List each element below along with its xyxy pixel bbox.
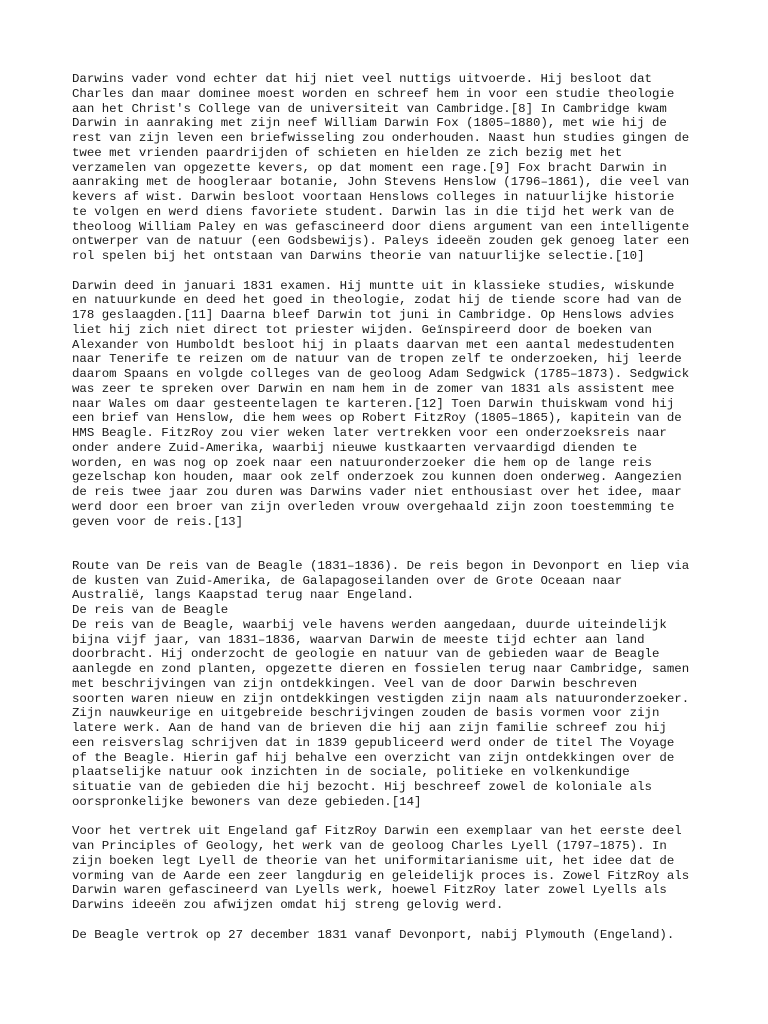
section-heading: De reis van de Beagle	[72, 603, 229, 617]
document-page	[72, 72, 712, 942]
text-line: verzamelen van opgezette kevers, op dat moment een rage.[9] Fox bracht Darwin in	[72, 160, 667, 175]
text-line: te volgen en werd diens favoriete student. Darwin las in die tijd het werk van de	[72, 204, 675, 219]
text-line: onder andere Zuid-Amerika, waarbij nieuwe kustkaarten vervaardigd dienden te	[72, 440, 638, 455]
text-line: Darwins ideeën zou afwijzen omdat hij streng gelovig werd.	[72, 898, 504, 912]
text-line: met beschrijvingen van zijn ontdekkingen. Veel van de door Darwin beschreven	[72, 676, 638, 691]
text-line: aan het Christ's College van de universiteit van Cambridge.[8] In Cambridge kwam	[72, 101, 667, 116]
text-line: en natuurkunde en deed het goed in theologie, zodat hij de tiende score had van de	[72, 293, 682, 308]
section-spacer	[72, 529, 712, 559]
text-line: naar Tenerife te reizen om de natuur van de tropen zelf te onderzoeken, hij leerde	[72, 352, 682, 367]
text-line: Voor het vertrek uit Engeland gaf FitzRoy Darwin een exemplaar van het eerste deel	[72, 824, 682, 839]
text-line: rest van zijn leven een briefwisseling zou onderhouden. Naast hun studies gingen de	[72, 131, 690, 145]
text-line: een reisverslag schrijven dat in 1839 gepubliceerd werd onder de titel The Voyage	[72, 735, 675, 750]
paragraph-exam-beagle-offer	[72, 279, 712, 530]
text-line: situatie van de gebieden die hij bezocht. Hij beschreef zowel de koloniale als	[72, 780, 652, 794]
text-line: Australië, langs Kaapstad terug naar Engeland.	[72, 588, 415, 603]
text-line: De Beagle vertrok op 27 december 1831 vanaf Devonport, nabij Plymouth (Engeland).	[72, 927, 675, 942]
text-line: aanraking met de hoogleraar botanie, John Stevens Henslow (1796–1861), die veel van	[72, 175, 690, 190]
text-line: Darwins vader vond echter dat hij niet veel nuttigs uitvoerde. Hij besloot dat	[72, 72, 652, 86]
text-line: kevers af wist. Darwin besloot voortaan Henslows colleges in natuurlijke historie	[72, 190, 675, 204]
text-line: theoloog William Paley en was gefascineerd door diens argument van een intelligente	[72, 219, 690, 234]
text-line: Charles dan maar dominee moest worden en schreef hem in voor een studie theologie	[72, 86, 675, 101]
text-line: ontwerper van de natuur (een Godsbewijs). Paleys ideeën zouden gek genoeg later een	[72, 234, 690, 249]
text-line: 178 geslaagden.[11] Daarna bleef Darwin tot juni in Cambridge. Op Henslows advies	[72, 308, 675, 322]
text-line: Darwin deed in januari 1831 examen. Hij muntte uit in klassieke studies, wiskunde	[72, 278, 675, 293]
text-line: oorspronkelijke bewoners van deze gebieden.[14]	[72, 794, 422, 809]
text-line: plaatselijke natuur ook inzichten in de sociale, politieke en volkenkundige	[72, 765, 630, 780]
text-line: Darwin in aanraking met zijn neef William Darwin Fox (1805–1880), met wie hij de	[72, 116, 667, 131]
text-line: worden, en was nog op zoek naar een natuuronderzoeker die hem op de lange reis	[72, 455, 652, 470]
paragraph-spacer	[72, 264, 712, 279]
text-line: liet hij zich niet direct tot priester wijden. Geïnspireerd door de boeken van	[72, 322, 652, 337]
text-line: soorten waren nieuw en zijn ontdekkingen vestigden zijn naam als natuuronderzoeker.	[72, 691, 690, 706]
text-line: de reis twee jaar zou duren was Darwins vader niet enthousiast over het idee, maar	[72, 485, 682, 499]
text-line: gezelschap kon houden, maar ook zelf onderzoek zou kunnen doen onderweg. Aangezien	[72, 470, 682, 485]
text-line: HMS Beagle. FitzRoy zou vier weken later vertrekken voor een onderzoeksreis naar	[72, 426, 667, 440]
text-line: werd door een broer van zijn overleden vrouw overgehaald zijn zoon toestemming te	[72, 499, 675, 514]
text-line: aanlegde en zond planten, opgezette dieren en fossielen terug naar Cambridge, samen	[72, 662, 690, 676]
text-line: bijna vijf jaar, van 1831–1836, waarvan Darwin de meeste tijd echter aan land	[72, 632, 645, 647]
text-line: De reis van de Beagle, waarbij vele havens werden aangedaan, duurde uiteindelijk	[72, 617, 667, 632]
paragraph-voyage-of-beagle	[72, 559, 712, 810]
text-line: rol spelen bij het ontstaan van Darwins theorie van natuurlijke selectie.[10]	[72, 249, 645, 263]
text-line: de kusten van Zuid-Amerika, de Galapagoseilanden over de Grote Oceaan naar	[72, 573, 623, 588]
text-line: Alexander von Humboldt besloot hij in plaats daarvan met een aantal medestudenten	[72, 337, 675, 352]
paragraph-lyell-principles	[72, 824, 712, 913]
text-line: latere werk. Aan de hand van de brieven die hij aan zijn familie schreef zou hij	[72, 721, 667, 735]
text-line: van Principles of Geology, het werk van de geoloog Charles Lyell (1797–1875). In	[72, 839, 667, 853]
text-line: twee met vrienden paardrijden of schieten en hielden ze zich bezig met het	[72, 145, 623, 160]
text-line: was zeer te spreken over Darwin en nam hem in de zomer van 1831 als assistent mee	[72, 381, 675, 396]
text-line: doorbracht. Hij onderzocht de geologie en natuur van de gebieden waar de Beagle	[72, 647, 660, 662]
text-line: een brief van Henslow, die hem wees op Robert FitzRoy (1805–1865), kapitein van de	[72, 411, 682, 426]
paragraph-darwin-cambridge	[72, 72, 712, 264]
text-line: vorming van de Aarde een zeer langdurig en geleidelijk proces is. Zowel FitzRoy als	[72, 868, 690, 883]
text-line: daarom Spaans en volgde colleges van de geoloog Adam Sedgwick (1785–1873). Sedgwick	[72, 367, 690, 381]
text-line: of the Beagle. Hierin gaf hij behalve een overzicht van zijn ontdekkingen over de	[72, 750, 675, 765]
text-line: geven voor de reis.[13]	[72, 514, 244, 529]
text-line: Darwin waren gefascineerd van Lyells werk, hoewel FitzRoy later zowel Lyells als	[72, 883, 667, 898]
text-line: naar Wales om daar gesteentelagen te karteren.[12] Toen Darwin thuiskwam vond hij	[72, 396, 675, 411]
paragraph-spacer	[72, 810, 712, 825]
text-line: zijn boeken legt Lyell de theorie van het uniformitarianisme uit, het idee dat de	[72, 853, 675, 868]
paragraph-departure	[72, 928, 712, 943]
paragraph-spacer	[72, 913, 712, 928]
text-line: Route van De reis van de Beagle (1831–1836). De reis begon in Devonport en liep via	[72, 558, 690, 573]
text-line: Zijn nauwkeurige en uitgebreide beschrijvingen zouden de basis vormen voor zijn	[72, 706, 660, 721]
